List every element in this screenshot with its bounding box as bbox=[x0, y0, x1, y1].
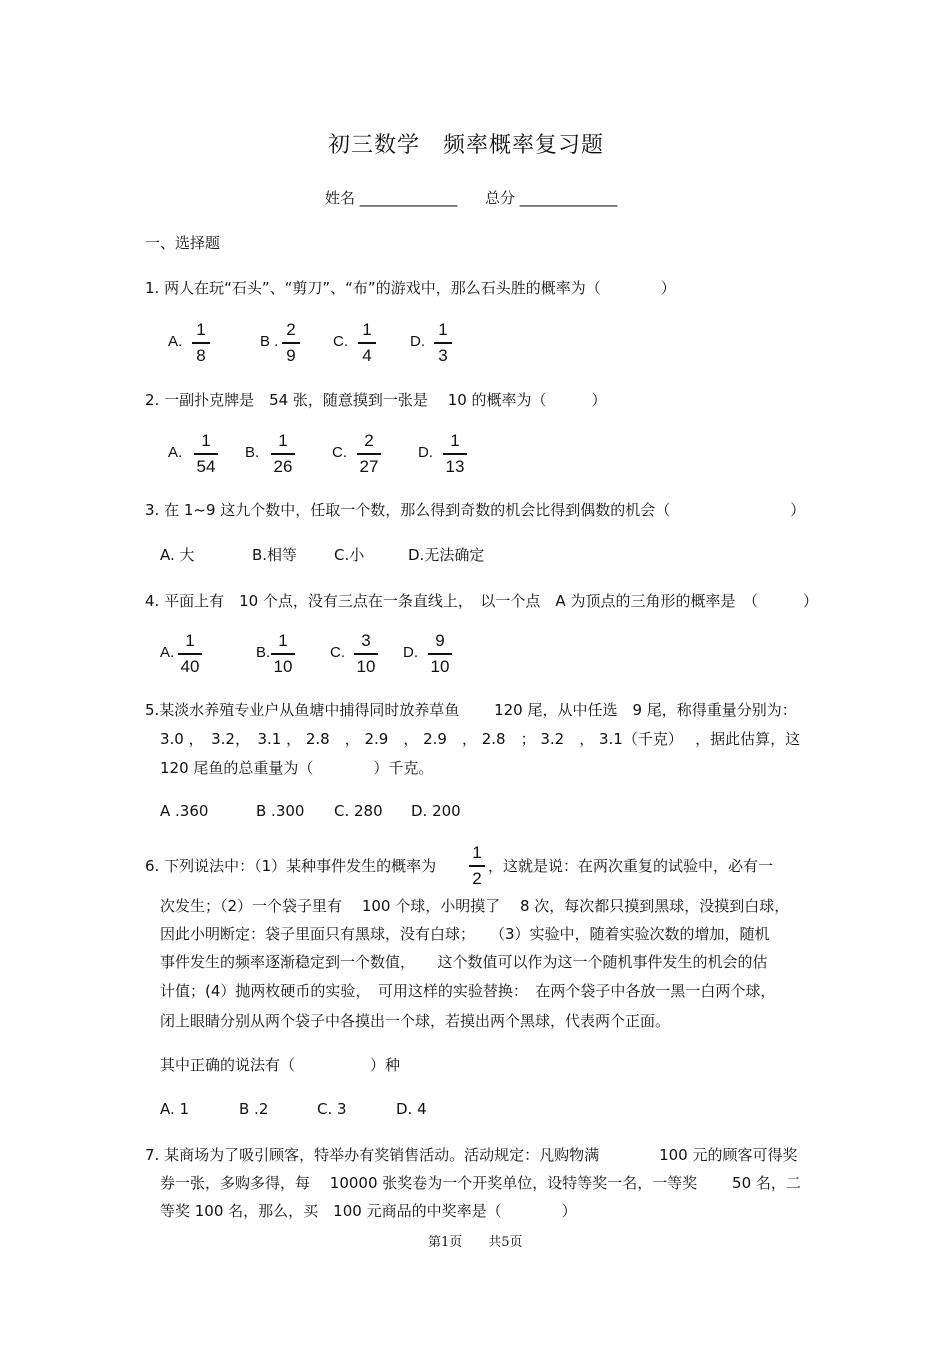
question-1-stem: 1. 两人在玩“石头”、“剪刀”、“布”的游戏中，那么石头胜的概率为（ ） bbox=[145, 279, 676, 297]
option: D. 200 bbox=[411, 802, 461, 820]
option-label: C. bbox=[330, 644, 345, 661]
option: D. 4 bbox=[396, 1100, 427, 1118]
question-5-line-3: 120 尾鱼的总重量为（ ）千克。 bbox=[160, 759, 434, 777]
option-fraction: 1 40 bbox=[178, 631, 202, 677]
option: C.小 bbox=[334, 546, 365, 564]
question-7-line-2: 券一张，多购多得，每 10000 张奖卷为一个开奖单位，设特等奖一名，一等奖 50 名，二 bbox=[160, 1174, 801, 1192]
option: B .300 bbox=[256, 802, 305, 820]
option-fraction: 1 10 bbox=[271, 631, 295, 677]
option-label: B. bbox=[245, 444, 260, 461]
option: C. 3 bbox=[317, 1100, 347, 1118]
question-6-line-1a: 6. 下列说法中：（1）某种事件发生的概率为 bbox=[145, 857, 437, 875]
question-6-fraction: 1 2 bbox=[469, 843, 485, 889]
question-6-line-1b: ，这就是说：在两次重复的试验中，必有一 bbox=[488, 857, 774, 875]
question-7-line-3: 等奖 100 名，那么，买 100 元商品的中奖率是（ ） bbox=[160, 1202, 577, 1220]
question-6-line-3: 因此小明断定：袋子里面只有黑球，没有白球； （3）实验中，随着实验次数的增加，随机 bbox=[160, 925, 770, 943]
page-title: 初三数学 频率概率复习题 bbox=[328, 133, 605, 158]
question-3-stem: 3. 在 1~9 这九个数中，任取一个数，那么得到奇数的机会比得到偶数的机会（ ） bbox=[145, 501, 806, 519]
question-6-line-2: 次发生；（2）一个袋子里有 100 个球，小明摸了 8 次，每次都只摸到黑球，没摸到白球， bbox=[160, 897, 790, 915]
page-footer: 第1页 共5页 bbox=[428, 1235, 523, 1250]
question-6-line-5: 计值；(4）抛两枚硬币的实验， 可用这样的实验替换： 在两个袋子中各放一黑一白两个球， bbox=[160, 982, 776, 1000]
option-label: D. bbox=[418, 444, 433, 461]
option-label: D. bbox=[403, 644, 418, 661]
question-7-line-1: 7. 某商场为了吸引顾客，特举办有奖销售活动。活动规定：凡购物满 100 元的顾客可得奖 bbox=[145, 1146, 798, 1164]
option: B .2 bbox=[239, 1100, 269, 1118]
option-fraction: 1 26 bbox=[271, 431, 295, 477]
question-2-stem: 2. 一副扑克牌是 54 张，随意摸到一张是 10 的概率为（ ） bbox=[145, 391, 607, 409]
option-label: B . bbox=[260, 333, 279, 350]
option-fraction: 1 54 bbox=[194, 431, 218, 477]
option-label: C. bbox=[332, 444, 347, 461]
score-field-label: 总分 _____________ bbox=[485, 189, 618, 207]
option-fraction: 1 13 bbox=[443, 431, 467, 477]
option-label: A. bbox=[160, 644, 175, 661]
question-5-line-2: 3.0 ， 3.2， 3.1 ， 2.8 ， 2.9 ， 2.9 ， 2.8 ； 3.2 ， 3.1（千克） ，据此估算，这 bbox=[160, 730, 801, 748]
option-fraction: 3 10 bbox=[354, 631, 378, 677]
option: C. 280 bbox=[334, 802, 383, 820]
option-label: D. bbox=[410, 333, 425, 350]
question-4-stem: 4. 平面上有 10 个点，没有三点在一条直线上， 以一个点 A 为顶点的三角形的概率是 （ ） bbox=[145, 592, 818, 610]
option-fraction: 2 27 bbox=[357, 431, 381, 477]
option-label: A. bbox=[168, 333, 183, 350]
option-label: C. bbox=[333, 333, 348, 350]
option-fraction: 1 8 bbox=[192, 320, 210, 366]
option: A. 1 bbox=[160, 1100, 190, 1118]
question-5-line-1: 5.某淡水养殖专业户从鱼塘中捕得同时放养草鱼 120 尾，从中任选 9 尾，称得重量分别为： bbox=[145, 701, 797, 719]
option-fraction: 2 9 bbox=[282, 320, 300, 366]
option-label: B. bbox=[256, 644, 271, 661]
question-6-line-4: 事件发生的频率逐渐稳定到一个数值， 这个数值可以作为这一个随机事件发生的机会的估 bbox=[160, 953, 768, 971]
option-fraction: 9 10 bbox=[428, 631, 452, 677]
option: B.相等 bbox=[252, 546, 298, 564]
option-fraction: 1 3 bbox=[434, 320, 452, 366]
option-fraction: 1 4 bbox=[358, 320, 376, 366]
option: D.无法确定 bbox=[408, 546, 485, 564]
question-6-question: 其中正确的说法有（ ）种 bbox=[160, 1056, 401, 1074]
option: A .360 bbox=[160, 802, 209, 820]
name-field-label: 姓名 _____________ bbox=[325, 189, 458, 207]
question-6-line-6: 闭上眼睛分别从两个袋子中各摸出一个球，若摸出两个黑球，代表两个正面。 bbox=[160, 1012, 671, 1030]
section-heading: 一、选择题 bbox=[145, 234, 221, 252]
option-label: A. bbox=[168, 444, 183, 461]
option: A. 大 bbox=[160, 546, 195, 564]
